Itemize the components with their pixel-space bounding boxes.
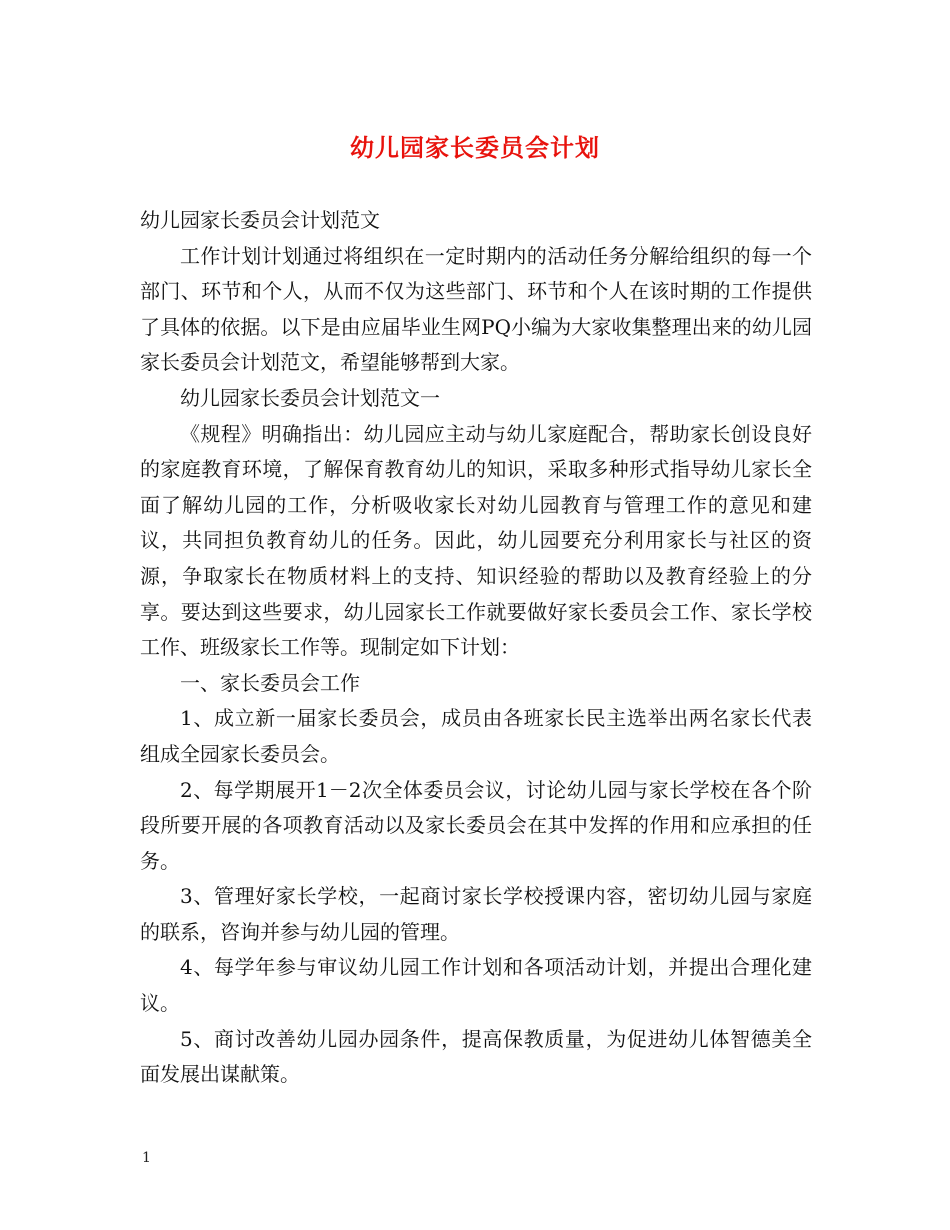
list-item: 2、每学期展开1－2次全体委员会议，讨论幼儿园与家长学校在各个阶段所要开展的各项教育活动以及家长委员会在其中发挥的作用和应承担的任务。 — [140, 777, 812, 873]
list-item: 1、成立新一届家长委员会，成员由各班家长民主选举出两名家长代表组成全园家长委员会。 — [140, 706, 812, 766]
page-number: 1 — [142, 1150, 151, 1166]
list-item: 5、商讨改善幼儿园办园条件，提高保教质量，为促进幼儿体智德美全面发展出谋献策。 — [140, 1026, 812, 1087]
subsection-heading: 一、家长委员会工作 — [180, 670, 360, 695]
section-heading: 幼儿园家长委员会计划范文一 — [180, 385, 440, 410]
document-title: 幼儿园家长委员会计划 — [350, 133, 600, 162]
intro-paragraph: 工作计划计划通过将组织在一定时期内的活动任务分解给组织的每一个部门、环节和个人，从而不仅为这些部门、环节和个人在该时期的工作提供了具体的依据。以下是由应届毕业生网PQ小编为大家收集整理出来的幼儿园家长委员会计划范文，希望能够帮到大家。 — [140, 243, 812, 375]
document-body — [140, 203, 812, 1093]
body-paragraph: 《规程》明确指出：幼儿园应主动与幼儿家庭配合，帮助家长创设良好的家庭教育环境，了解保育教育幼儿的知识，采取多种形式指导幼儿家长全面了解幼儿园的工作，分析吸收家长对幼儿园教育与管理工作的意见和建议，共同担负教育幼儿的任务。因此，幼儿园要充分利用家长与社区的资源，争取家长在物质材料上的支持、知识经验的帮助以及教育经验上的分享。要达到这些要求，幼儿园家长工作就要做好家长委员会工作、家长学校工作、班级家长工作等。现制定如下计划： — [140, 421, 812, 660]
subtitle-paragraph: 幼儿园家长委员会计划范文 — [140, 208, 380, 232]
list-item: 4、每学年参与审议幼儿园工作计划和各项活动计划，并提出合理化建议。 — [140, 955, 812, 1016]
list-item: 3、管理好家长学校，一起商讨家长学校授课内容，密切幼儿园与家庭的联系，咨询并参与幼儿园的管理。 — [140, 884, 812, 944]
